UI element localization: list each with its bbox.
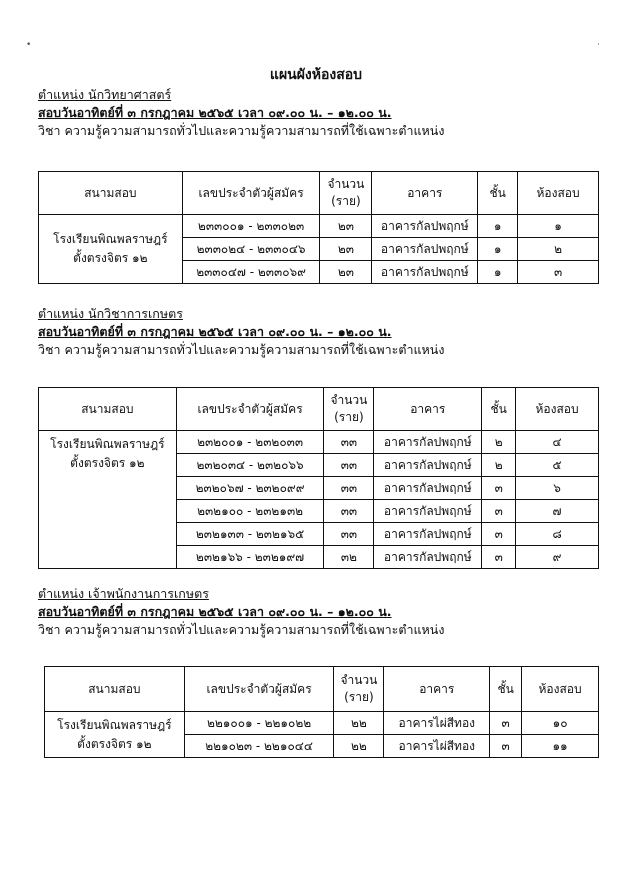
building-cell: อาคารกัลปพฤกษ์ bbox=[374, 477, 482, 500]
table-header-row bbox=[45, 667, 599, 712]
room-cell: ๑ bbox=[518, 215, 599, 238]
building-cell: อาคารกัลปพฤกษ์ bbox=[372, 238, 478, 261]
venue-name: โรงเรียนพิณพลราษฎร์ bbox=[50, 437, 165, 451]
room-cell: ๔ bbox=[516, 431, 599, 454]
floor-cell: ๑ bbox=[478, 261, 518, 284]
count-cell: ๓๓ bbox=[324, 523, 374, 546]
section-scientist bbox=[38, 86, 598, 140]
floor-cell: ๒ bbox=[482, 454, 516, 477]
building-cell: อาคารกัลปพฤกษ์ bbox=[374, 500, 482, 523]
venue-cell bbox=[39, 431, 177, 569]
header-ids: เลขประจำตัวผู้สมัคร bbox=[182, 172, 320, 215]
building-cell: อาคารกัลปพฤกษ์ bbox=[374, 431, 482, 454]
venue-name: โรงเรียนพิณพลราษฎร์ bbox=[53, 232, 168, 246]
building-cell: อาคารกัลปพฤกษ์ bbox=[374, 523, 482, 546]
room-cell: ๓ bbox=[518, 261, 599, 284]
header-count-label: จำนวน bbox=[330, 393, 368, 407]
floor-cell: ๓ bbox=[482, 477, 516, 500]
floor-cell: ๓ bbox=[482, 546, 516, 569]
section-agri-scholar bbox=[38, 305, 598, 359]
count-cell: ๓๓ bbox=[324, 431, 374, 454]
ids-cell: ๒๒๑๐๐๑ - ๒๒๑๐๒๒ bbox=[184, 712, 334, 735]
table-row bbox=[39, 431, 599, 454]
header-room: ห้องสอบ bbox=[522, 667, 599, 712]
table-header-row bbox=[39, 388, 599, 431]
subject-line: วิชา ความรู้ความสามารถทั่วไปและความรู้ความสามารถที่ใช้เฉพาะตำแหน่ง bbox=[38, 622, 445, 637]
header-count bbox=[320, 172, 372, 215]
header-building: อาคาร bbox=[372, 172, 478, 215]
header-venue: สนามสอบ bbox=[45, 667, 185, 712]
header-count-unit: (ราย) bbox=[331, 194, 361, 208]
ids-cell: ๒๓๒๑๖๖ - ๒๓๒๑๙๗ bbox=[176, 546, 324, 569]
floor-cell: ๑ bbox=[478, 215, 518, 238]
building-cell: อาคารกัลปพฤกษ์ bbox=[372, 261, 478, 284]
building-cell: อาคารไผ่สีทอง bbox=[384, 712, 490, 735]
header-ids: เลขประจำตัวผู้สมัคร bbox=[176, 388, 324, 431]
header-count-unit: (ราย) bbox=[334, 410, 364, 424]
header-floor: ชั้น bbox=[490, 667, 522, 712]
ids-cell: ๒๓๓๐๔๗ - ๒๓๓๐๖๙ bbox=[182, 261, 320, 284]
building-cell: อาคารไผ่สีทอง bbox=[384, 735, 490, 758]
venue-name-sub: ตั้งตรงจิตร ๑๒ bbox=[77, 736, 152, 751]
count-cell: ๓๓ bbox=[324, 454, 374, 477]
header-floor: ชั้น bbox=[478, 172, 518, 215]
room-table-agri-scholar bbox=[38, 387, 599, 569]
count-cell: ๒๓ bbox=[320, 215, 372, 238]
exam-date: สอบวันอาทิตย์ที่ ๓ กรกฎาคม ๒๕๖๕ เวลา ๐๙.๐๐ น. – ๑๒.๐๐ น. bbox=[38, 324, 392, 339]
scan-speck: · bbox=[597, 40, 600, 50]
venue-cell bbox=[39, 215, 183, 284]
ids-cell: ๒๓๒๑๓๓ - ๒๓๒๑๖๕ bbox=[176, 523, 324, 546]
count-cell: ๒๒ bbox=[334, 712, 384, 735]
room-cell: ๘ bbox=[516, 523, 599, 546]
ids-cell: ๒๓๒๐๐๑ - ๒๓๒๐๓๓ bbox=[176, 431, 324, 454]
exam-date: สอบวันอาทิตย์ที่ ๓ กรกฎาคม ๒๕๖๕ เวลา ๐๙.๐๐ น. – ๑๒.๐๐ น. bbox=[38, 105, 392, 120]
table-row bbox=[45, 712, 599, 735]
floor-cell: ๑ bbox=[478, 238, 518, 261]
floor-cell: ๓ bbox=[490, 735, 522, 758]
room-cell: ๑๑ bbox=[522, 735, 599, 758]
venue-name-sub: ตั้งตรงจิตร ๑๒ bbox=[73, 251, 148, 265]
scan-speck: • bbox=[26, 40, 32, 50]
header-room: ห้องสอบ bbox=[516, 388, 599, 431]
subject-line: วิชา ความรู้ความสามารถทั่วไปและความรู้ความสามารถที่ใช้เฉพาะตำแหน่ง bbox=[38, 123, 445, 138]
header-room: ห้องสอบ bbox=[518, 172, 599, 215]
ids-cell: ๒๓๒๐๖๗ - ๒๓๒๐๙๙ bbox=[176, 477, 324, 500]
header-building: อาคาร bbox=[374, 388, 482, 431]
room-table-scientist bbox=[38, 171, 599, 284]
header-ids: เลขประจำตัวผู้สมัคร bbox=[184, 667, 334, 712]
header-floor: ชั้น bbox=[482, 388, 516, 431]
header-count-label: จำนวน bbox=[327, 177, 365, 191]
floor-cell: ๓ bbox=[490, 712, 522, 735]
header-count-label: จำนวน bbox=[340, 673, 378, 687]
header-venue: สนามสอบ bbox=[39, 172, 183, 215]
ids-cell: ๒๓๓๐๒๔ - ๒๓๓๐๔๖ bbox=[182, 238, 320, 261]
building-cell: อาคารกัลปพฤกษ์ bbox=[374, 454, 482, 477]
position-heading: ตำแหน่ง เจ้าพนักงานการเกษตร bbox=[38, 586, 209, 601]
ids-cell: ๒๓๒๑๐๐ - ๒๓๒๑๓๒ bbox=[176, 500, 324, 523]
count-cell: ๓๒ bbox=[324, 546, 374, 569]
exam-date: สอบวันอาทิตย์ที่ ๓ กรกฎาคม ๒๕๖๕ เวลา ๐๙.๐๐ น. – ๑๒.๐๐ น. bbox=[38, 604, 392, 619]
count-cell: ๒๓ bbox=[320, 261, 372, 284]
subject-line: วิชา ความรู้ความสามารถทั่วไปและความรู้ความสามารถที่ใช้เฉพาะตำแหน่ง bbox=[38, 342, 445, 357]
room-cell: ๕ bbox=[516, 454, 599, 477]
page-title: แผนผังห้องสอบ bbox=[269, 67, 363, 83]
venue-cell bbox=[45, 712, 185, 758]
floor-cell: ๓ bbox=[482, 500, 516, 523]
table-header-row bbox=[39, 172, 599, 215]
room-cell: ๒ bbox=[518, 238, 599, 261]
building-cell: อาคารกัลปพฤกษ์ bbox=[374, 546, 482, 569]
header-count bbox=[334, 667, 384, 712]
room-cell: ๖ bbox=[516, 477, 599, 500]
count-cell: ๓๓ bbox=[324, 500, 374, 523]
position-heading: ตำแหน่ง นักวิชาการเกษตร bbox=[38, 306, 183, 321]
room-cell: ๑๐ bbox=[522, 712, 599, 735]
section-agri-officer bbox=[38, 585, 598, 639]
venue-name: โรงเรียนพิณพลราษฎร์ bbox=[57, 717, 172, 732]
venue-name-sub: ตั้งตรงจิตร ๑๒ bbox=[70, 456, 145, 470]
count-cell: ๒๓ bbox=[320, 238, 372, 261]
count-cell: ๓๓ bbox=[324, 477, 374, 500]
ids-cell: ๒๓๒๐๓๔ - ๒๓๒๐๖๖ bbox=[176, 454, 324, 477]
ids-cell: ๒๒๑๐๒๓ - ๒๒๑๐๔๔ bbox=[184, 735, 334, 758]
floor-cell: ๓ bbox=[482, 523, 516, 546]
count-cell: ๒๒ bbox=[334, 735, 384, 758]
room-table-agri-officer bbox=[44, 666, 599, 758]
building-cell: อาคารกัลปพฤกษ์ bbox=[372, 215, 478, 238]
header-count bbox=[324, 388, 374, 431]
floor-cell: ๒ bbox=[482, 431, 516, 454]
header-count-unit: (ราย) bbox=[344, 690, 374, 704]
ids-cell: ๒๓๓๐๐๑ - ๒๓๓๐๒๓ bbox=[182, 215, 320, 238]
table-row bbox=[39, 215, 599, 238]
room-cell: ๙ bbox=[516, 546, 599, 569]
room-cell: ๗ bbox=[516, 500, 599, 523]
header-building: อาคาร bbox=[384, 667, 490, 712]
header-venue: สนามสอบ bbox=[39, 388, 177, 431]
position-heading: ตำแหน่ง นักวิทยาศาสตร์ bbox=[38, 87, 172, 102]
